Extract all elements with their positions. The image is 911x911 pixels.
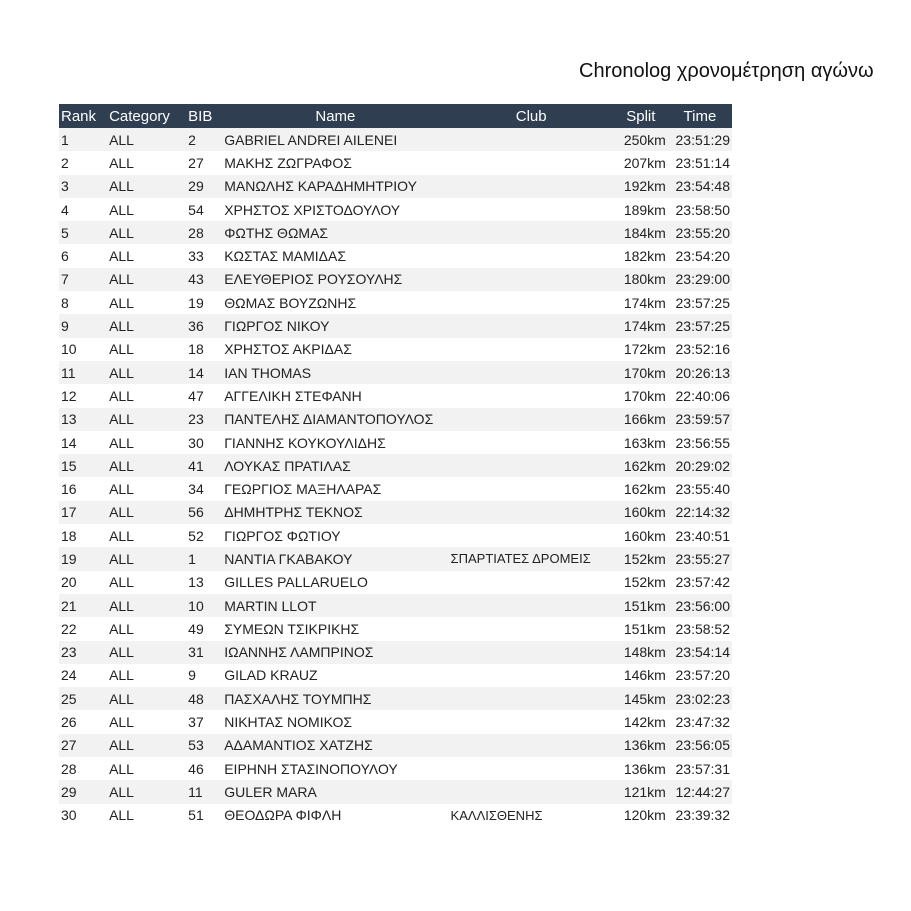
cell-rank: 9: [59, 314, 107, 337]
cell-bib: 36: [186, 314, 222, 337]
column-header-bib[interactable]: BIB: [186, 104, 222, 128]
cell-name: ΕΛΕΥΘΕΡΙΟΣ ΡΟΥΣΟΥΛΗΣ: [222, 268, 448, 291]
cell-club: [449, 268, 614, 291]
cell-category: ALL: [107, 431, 186, 454]
column-header-name[interactable]: Name: [222, 104, 448, 128]
cell-club: ΣΠΑΡΤΙΑΤΕΣ ΔΡΟΜΕΙΣ: [449, 547, 614, 570]
cell-bib: 34: [186, 477, 222, 500]
table-row: [59, 454, 732, 477]
cell-split: 142km: [614, 710, 668, 733]
cell-category: ALL: [107, 221, 186, 244]
cell-club: [449, 710, 614, 733]
cell-name: ΝΑΝΤΙΑ ΓΚΑΒΑΚΟΥ: [222, 547, 448, 570]
column-header-rank[interactable]: Rank: [59, 104, 107, 128]
table-row: [59, 408, 732, 431]
cell-name: ΜΑΝΩΛΗΣ ΚΑΡΑΔΗΜΗΤΡΙΟΥ: [222, 175, 448, 198]
cell-name: ΦΩΤΗΣ ΘΩΜΑΣ: [222, 221, 448, 244]
column-header-split[interactable]: Split: [614, 104, 668, 128]
cell-name: ΜΑΚΗΣ ΖΩΓΡΑΦΟΣ: [222, 151, 448, 174]
cell-name: ΔΗΜΗΤΡΗΣ ΤΕΚΝΟΣ: [222, 501, 448, 524]
cell-rank: 22: [59, 617, 107, 640]
table-row: [59, 757, 732, 780]
table-row: [59, 221, 732, 244]
column-header-time[interactable]: Time: [668, 104, 732, 128]
table-row: [59, 291, 732, 314]
table-row: [59, 710, 732, 733]
cell-club: [449, 221, 614, 244]
cell-time: 23:55:40: [668, 477, 732, 500]
cell-category: ALL: [107, 617, 186, 640]
cell-name: IAN THOMAS: [222, 361, 448, 384]
cell-name: ΘΕΟΔΩΡΑ ΦΙΦΛΗ: [222, 804, 448, 827]
table-row: [59, 151, 732, 174]
cell-club: [449, 384, 614, 407]
cell-time: 23:56:00: [668, 594, 732, 617]
table-row: [59, 384, 732, 407]
cell-category: ALL: [107, 804, 186, 827]
cell-club: [449, 571, 614, 594]
table-row: [59, 175, 732, 198]
cell-split: 192km: [614, 175, 668, 198]
cell-club: ΚΑΛΛΙΣΘΕΝΗΣ: [449, 804, 614, 827]
cell-bib: 33: [186, 244, 222, 267]
cell-category: ALL: [107, 757, 186, 780]
cell-time: 23:57:31: [668, 757, 732, 780]
cell-rank: 8: [59, 291, 107, 314]
cell-bib: 11: [186, 780, 222, 803]
table-row: [59, 547, 732, 570]
cell-category: ALL: [107, 687, 186, 710]
cell-name: ΠΑΝΤΕΛΗΣ ΔΙΑΜΑΝΤΟΠΟΥΛΟΣ: [222, 408, 448, 431]
cell-time: 23:56:05: [668, 734, 732, 757]
cell-name: GABRIEL ANDREI AILENEI: [222, 128, 448, 151]
cell-rank: 6: [59, 244, 107, 267]
cell-bib: 27: [186, 151, 222, 174]
cell-name: ΕΙΡΗΝΗ ΣΤΑΣΙΝΟΠΟΥΛΟΥ: [222, 757, 448, 780]
cell-time: 22:40:06: [668, 384, 732, 407]
cell-time: 23:55:20: [668, 221, 732, 244]
table-row: [59, 244, 732, 267]
cell-club: [449, 175, 614, 198]
cell-club: [449, 757, 614, 780]
cell-split: 152km: [614, 547, 668, 570]
cell-bib: 46: [186, 757, 222, 780]
cell-time: 23:29:00: [668, 268, 732, 291]
cell-name: GULER MARA: [222, 780, 448, 803]
cell-rank: 29: [59, 780, 107, 803]
column-header-club[interactable]: Club: [449, 104, 614, 128]
cell-split: 163km: [614, 431, 668, 454]
cell-rank: 23: [59, 641, 107, 664]
cell-name: ΓΕΩΡΓΙΟΣ ΜΑΞΗΛΑΡΑΣ: [222, 477, 448, 500]
cell-time: 23:57:20: [668, 664, 732, 687]
cell-name: ΙΩΑΝΝΗΣ ΛΑΜΠΡΙΝΟΣ: [222, 641, 448, 664]
cell-split: 152km: [614, 571, 668, 594]
cell-time: 23:39:32: [668, 804, 732, 827]
cell-split: 120km: [614, 804, 668, 827]
table-row: [59, 128, 732, 151]
table-row: [59, 314, 732, 337]
cell-split: 170km: [614, 361, 668, 384]
table-header-row: [59, 104, 732, 128]
cell-rank: 7: [59, 268, 107, 291]
cell-club: [449, 734, 614, 757]
cell-bib: 54: [186, 198, 222, 221]
cell-rank: 27: [59, 734, 107, 757]
cell-time: 23:59:57: [668, 408, 732, 431]
table-row: [59, 361, 732, 384]
cell-bib: 51: [186, 804, 222, 827]
cell-name: ΑΔΑΜΑΝΤΙΟΣ ΧΑΤΖΗΣ: [222, 734, 448, 757]
cell-category: ALL: [107, 664, 186, 687]
cell-category: ALL: [107, 291, 186, 314]
cell-time: 23:57:42: [668, 571, 732, 594]
table-row: [59, 734, 732, 757]
cell-split: 166km: [614, 408, 668, 431]
cell-category: ALL: [107, 408, 186, 431]
cell-category: ALL: [107, 780, 186, 803]
cell-bib: 53: [186, 734, 222, 757]
cell-category: ALL: [107, 477, 186, 500]
cell-category: ALL: [107, 128, 186, 151]
cell-rank: 26: [59, 710, 107, 733]
cell-name: ΣΥΜΕΩΝ ΤΣΙΚΡΙΚΗΣ: [222, 617, 448, 640]
cell-rank: 5: [59, 221, 107, 244]
results-table: [59, 104, 732, 827]
cell-category: ALL: [107, 198, 186, 221]
cell-category: ALL: [107, 454, 186, 477]
cell-category: ALL: [107, 384, 186, 407]
cell-split: 136km: [614, 757, 668, 780]
cell-time: 23:40:51: [668, 524, 732, 547]
cell-club: [449, 477, 614, 500]
cell-club: [449, 687, 614, 710]
cell-bib: 2: [186, 128, 222, 151]
cell-category: ALL: [107, 361, 186, 384]
cell-category: ALL: [107, 594, 186, 617]
cell-club: [449, 244, 614, 267]
cell-name: GILAD KRAUZ: [222, 664, 448, 687]
cell-club: [449, 151, 614, 174]
cell-split: 151km: [614, 594, 668, 617]
cell-time: 23:58:50: [668, 198, 732, 221]
cell-time: 23:51:29: [668, 128, 732, 151]
table-row: [59, 641, 732, 664]
cell-split: 250km: [614, 128, 668, 151]
cell-category: ALL: [107, 524, 186, 547]
cell-time: 23:51:14: [668, 151, 732, 174]
cell-rank: 4: [59, 198, 107, 221]
cell-club: [449, 128, 614, 151]
cell-split: 145km: [614, 687, 668, 710]
cell-bib: 29: [186, 175, 222, 198]
table-row: [59, 431, 732, 454]
cell-name: ΠΑΣΧΑΛΗΣ ΤΟΥΜΠΗΣ: [222, 687, 448, 710]
cell-category: ALL: [107, 268, 186, 291]
table-row: [59, 198, 732, 221]
cell-split: 170km: [614, 384, 668, 407]
cell-name: ΓΙΑΝΝΗΣ ΚΟΥΚΟΥΛΙΔΗΣ: [222, 431, 448, 454]
table-row: [59, 780, 732, 803]
table-row: [59, 338, 732, 361]
cell-time: 23:02:23: [668, 687, 732, 710]
cell-club: [449, 594, 614, 617]
cell-club: [449, 780, 614, 803]
cell-time: 23:54:14: [668, 641, 732, 664]
cell-category: ALL: [107, 151, 186, 174]
cell-time: 20:26:13: [668, 361, 732, 384]
table-row: [59, 617, 732, 640]
cell-time: 23:58:52: [668, 617, 732, 640]
cell-bib: 48: [186, 687, 222, 710]
cell-rank: 30: [59, 804, 107, 827]
cell-bib: 19: [186, 291, 222, 314]
table-row: [59, 268, 732, 291]
cell-split: 207km: [614, 151, 668, 174]
cell-bib: 31: [186, 641, 222, 664]
cell-split: 148km: [614, 641, 668, 664]
results-body: [59, 128, 732, 827]
cell-bib: 9: [186, 664, 222, 687]
cell-category: ALL: [107, 547, 186, 570]
cell-bib: 1: [186, 547, 222, 570]
cell-time: 23:56:55: [668, 431, 732, 454]
column-header-category[interactable]: Category: [107, 104, 186, 128]
cell-rank: 25: [59, 687, 107, 710]
cell-club: [449, 501, 614, 524]
cell-time: 23:55:27: [668, 547, 732, 570]
table-row: [59, 524, 732, 547]
cell-club: [449, 361, 614, 384]
cell-time: 12:44:27: [668, 780, 732, 803]
cell-split: 189km: [614, 198, 668, 221]
cell-name: ΓΙΩΡΓΟΣ ΝΙΚΟΥ: [222, 314, 448, 337]
cell-category: ALL: [107, 244, 186, 267]
table-row: [59, 664, 732, 687]
cell-rank: 24: [59, 664, 107, 687]
cell-club: [449, 617, 614, 640]
cell-time: 23:52:16: [668, 338, 732, 361]
cell-category: ALL: [107, 734, 186, 757]
cell-bib: 41: [186, 454, 222, 477]
cell-rank: 12: [59, 384, 107, 407]
cell-name: ΝΙΚΗΤΑΣ ΝΟΜΙΚΟΣ: [222, 710, 448, 733]
cell-split: 160km: [614, 501, 668, 524]
cell-rank: 17: [59, 501, 107, 524]
cell-category: ALL: [107, 338, 186, 361]
cell-rank: 13: [59, 408, 107, 431]
cell-name: ΛΟΥΚΑΣ ΠΡΑΤΙΛΑΣ: [222, 454, 448, 477]
cell-rank: 21: [59, 594, 107, 617]
table-row: [59, 687, 732, 710]
cell-split: 160km: [614, 524, 668, 547]
cell-name: ΧΡΗΣΤΟΣ ΑΚΡΙΔΑΣ: [222, 338, 448, 361]
cell-category: ALL: [107, 571, 186, 594]
cell-rank: 1: [59, 128, 107, 151]
cell-bib: 13: [186, 571, 222, 594]
table-row: [59, 804, 732, 827]
cell-split: 162km: [614, 454, 668, 477]
cell-club: [449, 641, 614, 664]
cell-bib: 23: [186, 408, 222, 431]
cell-bib: 14: [186, 361, 222, 384]
cell-time: 23:47:32: [668, 710, 732, 733]
cell-bib: 47: [186, 384, 222, 407]
cell-bib: 10: [186, 594, 222, 617]
cell-bib: 30: [186, 431, 222, 454]
cell-split: 162km: [614, 477, 668, 500]
cell-name: GILLES PALLARUELO: [222, 571, 448, 594]
table-row: [59, 501, 732, 524]
cell-name: ΧΡΗΣΤΟΣ ΧΡΙΣΤΟΔΟΥΛΟΥ: [222, 198, 448, 221]
cell-club: [449, 338, 614, 361]
cell-time: 23:57:25: [668, 314, 732, 337]
cell-rank: 20: [59, 571, 107, 594]
cell-name: ΑΓΓΕΛΙΚΗ ΣΤΕΦΑΝΗ: [222, 384, 448, 407]
cell-bib: 28: [186, 221, 222, 244]
cell-time: 23:54:20: [668, 244, 732, 267]
cell-rank: 18: [59, 524, 107, 547]
cell-club: [449, 314, 614, 337]
cell-bib: 49: [186, 617, 222, 640]
cell-rank: 14: [59, 431, 107, 454]
table-row: [59, 594, 732, 617]
cell-time: 23:57:25: [668, 291, 732, 314]
page-title: Chronolog χρονομέτρηση αγώνω: [579, 60, 874, 82]
cell-split: 182km: [614, 244, 668, 267]
cell-name: ΚΩΣΤΑΣ ΜΑΜΙΔΑΣ: [222, 244, 448, 267]
cell-club: [449, 291, 614, 314]
cell-rank: 28: [59, 757, 107, 780]
cell-club: [449, 198, 614, 221]
cell-time: 20:29:02: [668, 454, 732, 477]
cell-club: [449, 454, 614, 477]
cell-split: 151km: [614, 617, 668, 640]
cell-club: [449, 664, 614, 687]
cell-rank: 19: [59, 547, 107, 570]
cell-split: 180km: [614, 268, 668, 291]
cell-rank: 15: [59, 454, 107, 477]
cell-split: 184km: [614, 221, 668, 244]
cell-split: 121km: [614, 780, 668, 803]
cell-bib: 56: [186, 501, 222, 524]
cell-category: ALL: [107, 175, 186, 198]
cell-rank: 3: [59, 175, 107, 198]
cell-split: 146km: [614, 664, 668, 687]
cell-category: ALL: [107, 710, 186, 733]
cell-split: 172km: [614, 338, 668, 361]
cell-bib: 18: [186, 338, 222, 361]
cell-split: 136km: [614, 734, 668, 757]
cell-club: [449, 408, 614, 431]
cell-club: [449, 431, 614, 454]
cell-name: ΓΙΩΡΓΟΣ ΦΩΤΙΟΥ: [222, 524, 448, 547]
table-row: [59, 571, 732, 594]
cell-bib: 37: [186, 710, 222, 733]
table-row: [59, 477, 732, 500]
cell-time: 22:14:32: [668, 501, 732, 524]
cell-rank: 16: [59, 477, 107, 500]
cell-category: ALL: [107, 641, 186, 664]
cell-time: 23:54:48: [668, 175, 732, 198]
cell-name: ΘΩΜΑΣ ΒΟΥΖΩΝΗΣ: [222, 291, 448, 314]
cell-split: 174km: [614, 314, 668, 337]
cell-club: [449, 524, 614, 547]
cell-category: ALL: [107, 314, 186, 337]
cell-split: 174km: [614, 291, 668, 314]
cell-bib: 52: [186, 524, 222, 547]
cell-name: MARTIN LLOT: [222, 594, 448, 617]
cell-rank: 2: [59, 151, 107, 174]
cell-bib: 43: [186, 268, 222, 291]
cell-category: ALL: [107, 501, 186, 524]
cell-rank: 10: [59, 338, 107, 361]
cell-rank: 11: [59, 361, 107, 384]
